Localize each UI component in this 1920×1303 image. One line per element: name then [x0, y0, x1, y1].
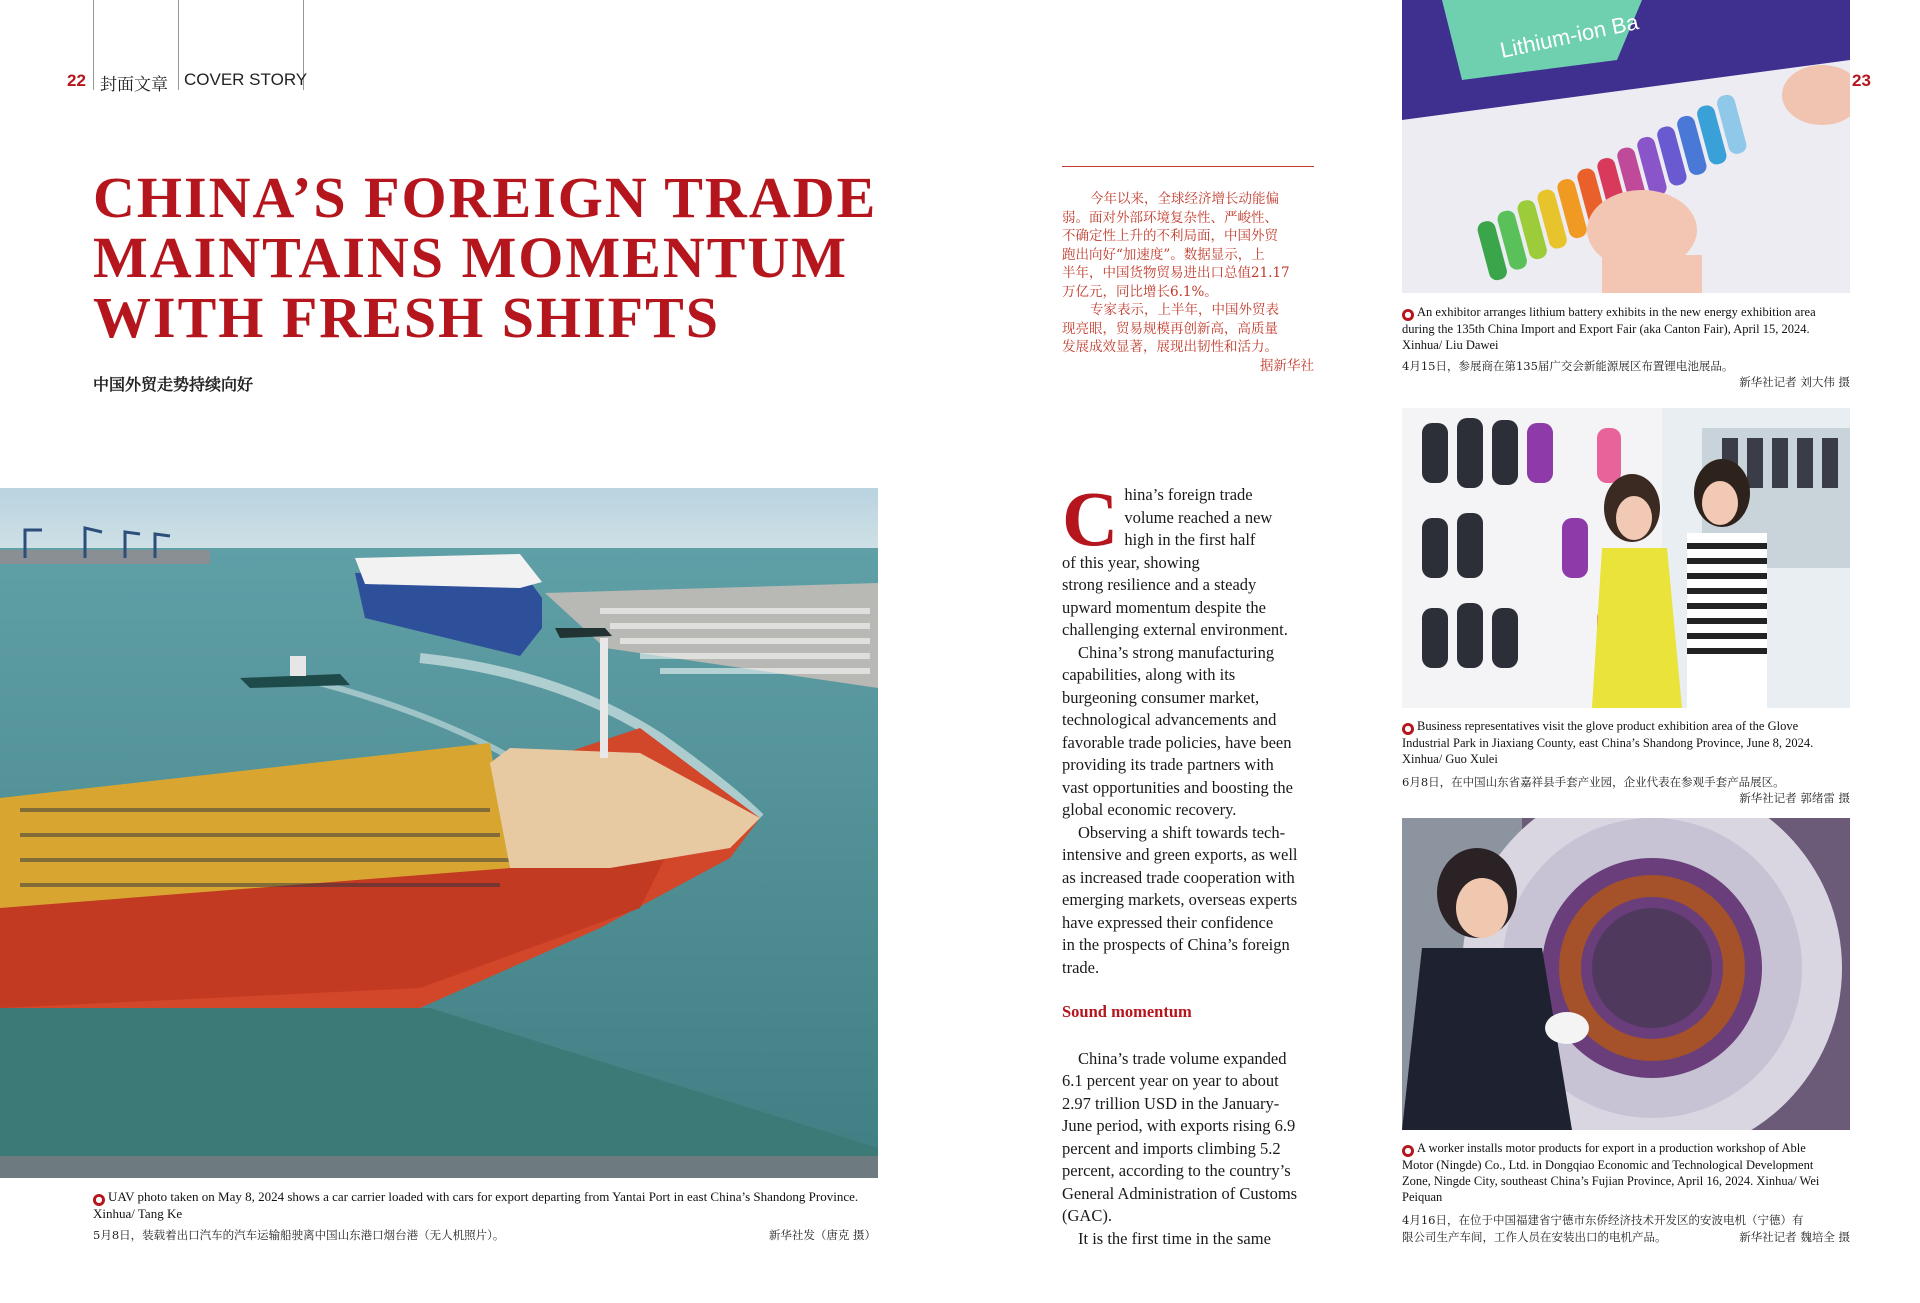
para-1	[1062, 475, 1314, 642]
para-4	[1062, 1048, 1314, 1228]
chinese-summary	[1062, 190, 1314, 375]
summary-top-rule	[1062, 166, 1314, 167]
header-rule-left	[93, 0, 94, 90]
photo3-caption-line4: Peiquan	[1402, 1190, 1443, 1204]
summary-line: 弱。面对外部环境复杂性、严峻性、	[1062, 209, 1278, 226]
body-line: upward momentum despite the	[1062, 597, 1266, 617]
body-line: (GAC).	[1062, 1206, 1112, 1225]
header-rule-middle	[178, 0, 179, 90]
article-subtitle-cn: 中国外贸走势持续向好	[93, 375, 254, 394]
title-line-3: WITH FRESH SHIFTS	[93, 285, 721, 350]
para-5	[1062, 1228, 1314, 1251]
photo2-caption-cn: 6月8日，在中国山东省嘉祥县手套产业园，企业代表在参观手套产品展区。	[1402, 775, 1785, 789]
body-line: China’s trade volume expanded	[1078, 1048, 1287, 1068]
main-photo-credit: 新华社发（唐克 摄）	[768, 1228, 876, 1242]
battery-illustration	[1402, 0, 1850, 293]
photo3-caption-cn-line1: 4月16日，在位于中国福建省宁德市东侨经济技术开发区的安波电机（宁德）有	[1402, 1213, 1804, 1227]
camera-icon: ●	[1402, 723, 1414, 735]
page-number-right: 23	[1852, 71, 1871, 90]
body-line: June period, with exports rising 6.9	[1062, 1116, 1296, 1135]
body-line: trade.	[1062, 957, 1100, 977]
section-label-cn: 封面文章	[100, 75, 168, 95]
summary-line: 专家表示，上半年，中国外贸表	[1090, 302, 1279, 318]
main-photo-caption	[93, 1189, 893, 1222]
camera-icon: ●	[1402, 309, 1414, 321]
body-line: intensive and green exports, as well	[1062, 845, 1298, 864]
section-heading: Sound momentum	[1062, 1002, 1192, 1021]
photo2-caption-line3: Xinhua/ Guo Xulei	[1402, 752, 1498, 766]
photo2-caption-line1: Business representatives visit the glove product exhibition area of the Glove	[1417, 719, 1799, 733]
body-line: technological advancements and	[1062, 710, 1277, 729]
summary-line: 现亮眼，贸易规模再创新高，高质量	[1062, 320, 1278, 337]
body-line: challenging external environment.	[1062, 620, 1288, 639]
para-3	[1062, 822, 1314, 980]
photo3-caption-line3: Zone, Ningde City, southeast China’s Fujian Province, April 16, 2024. Xinhua/ Wei	[1402, 1174, 1820, 1188]
summary-line: 跑出向好“加速度”。数据显示，上	[1062, 246, 1265, 263]
photo-glove-exhibition	[1402, 408, 1850, 708]
summary-line: 万亿元，同比增长6.1%。	[1062, 283, 1218, 300]
drop-cap: C	[1062, 475, 1119, 562]
body-line: hina’s foreign trade	[1124, 485, 1253, 504]
page-number-left: 22	[67, 71, 86, 90]
title-line-2: MAINTAINS MOMENTUM	[93, 225, 849, 290]
body-line: providing its trade partners with	[1062, 755, 1274, 774]
body-line: burgeoning consumer market,	[1062, 687, 1260, 707]
body-line: vast opportunities and boosting the	[1062, 777, 1293, 797]
main-caption-en-line2: Xinhua/ Tang Ke	[93, 1206, 183, 1221]
photo1-caption-line1: An exhibitor arranges lithium battery exhibits in the new energy exhibition area	[1417, 305, 1816, 319]
body-line: General Administration of Customs	[1062, 1183, 1298, 1203]
glove-illustration	[1402, 408, 1850, 708]
summary-source: 据新华社	[1260, 357, 1314, 374]
main-caption-en-line1: UAV photo taken on May 8, 2024 shows a car carrier loaded with cars for export departing from Yantai Port in east China’s Shandong Province.	[108, 1189, 859, 1204]
photo1-credit: 新华社记者 刘大伟 摄	[1739, 375, 1850, 389]
main-photo-car-carrier	[0, 488, 878, 1178]
section-label-en: COVER STORY	[184, 70, 308, 89]
summary-line: 今年以来，全球经济增长动能偏	[1090, 191, 1279, 207]
body-line: emerging markets, overseas experts	[1062, 890, 1298, 909]
body-line: global economic recovery.	[1062, 800, 1237, 819]
photo-lithium-batteries	[1402, 0, 1850, 293]
photo3-caption	[1402, 1140, 1862, 1205]
summary-line: 半年，中国货物贸易进出口总值21.17	[1062, 265, 1290, 281]
photo-motor-worker	[1402, 818, 1850, 1130]
summary-line: 不确定性上升的不利局面，中国外贸	[1062, 228, 1278, 244]
body-line: It is the first time in the same	[1078, 1228, 1271, 1248]
body-line: volume reached a new	[1124, 507, 1273, 527]
motor-illustration	[1402, 818, 1850, 1130]
photo2-credit: 新华社记者 郭绪雷 摄	[1739, 791, 1850, 805]
exhibit-sign-text: Lithium-ion Ba	[1497, 9, 1641, 63]
body-line: Observing a shift towards tech-	[1078, 822, 1286, 842]
body-line: China’s strong manufacturing	[1078, 642, 1275, 662]
body-line: percent and imports climbing 5.2	[1062, 1138, 1281, 1158]
body-line: high in the first half	[1124, 530, 1256, 549]
photo1-caption-cn: 4月15日，参展商在第135届广交会新能源展区布置锂电池展品。	[1402, 359, 1734, 373]
para-2	[1062, 642, 1314, 822]
body-line: 2.97 trillion USD in the January-	[1062, 1093, 1280, 1113]
body-line: have expressed their confidence	[1062, 912, 1274, 932]
photo1-caption-line3: Xinhua/ Liu Dawei	[1402, 338, 1499, 352]
summary-line: 发展成效显著，展现出韧性和活力。	[1062, 339, 1278, 355]
photo1-caption-line2: during the 135th China Import and Export Fair (aka Canton Fair), April 15, 2024.	[1402, 322, 1810, 336]
body-line: strong resilience and a steady	[1062, 575, 1257, 594]
port-illustration	[0, 488, 878, 1178]
body-line: percent, according to the country’s	[1062, 1161, 1291, 1180]
title-line-1: CHINA’S FOREIGN TRADE	[93, 165, 878, 230]
main-caption-cn: 5月8日，装载着出口汽车的汽车运输船驶离中国山东港口烟台港（无人机照片）。	[93, 1228, 505, 1242]
body-line: favorable trade policies, have been	[1062, 732, 1292, 752]
photo3-credit: 新华社记者 魏培全 摄	[1739, 1230, 1850, 1244]
body-line: of this year, showing	[1062, 552, 1200, 572]
camera-icon: ●	[1402, 1145, 1414, 1157]
article-title	[93, 165, 893, 350]
photo3-caption-cn-line2: 限公司生产车间，工作人员在安装出口的电机产品。	[1402, 1230, 1667, 1244]
article-body	[1062, 475, 1314, 1250]
camera-icon: ●	[93, 1194, 105, 1206]
photo2-caption-line2: Industrial Park in Jiaxiang County, east China’s Shandong Province, June 8, 2024.	[1402, 736, 1814, 750]
photo3-caption-line1: A worker installs motor products for export in a production workshop of Able	[1417, 1141, 1806, 1155]
photo2-caption	[1402, 718, 1862, 767]
photo3-caption-line2: Motor (Ningde) Co., Ltd. in Dongqiao Economic and Technological Development	[1402, 1158, 1814, 1172]
body-line: capabilities, along with its	[1062, 665, 1236, 684]
photo1-caption	[1402, 304, 1862, 353]
body-line: as increased trade cooperation with	[1062, 867, 1295, 887]
body-line: 6.1 percent year on year to about	[1062, 1071, 1279, 1090]
body-line: in the prospects of China’s foreign	[1062, 935, 1290, 954]
